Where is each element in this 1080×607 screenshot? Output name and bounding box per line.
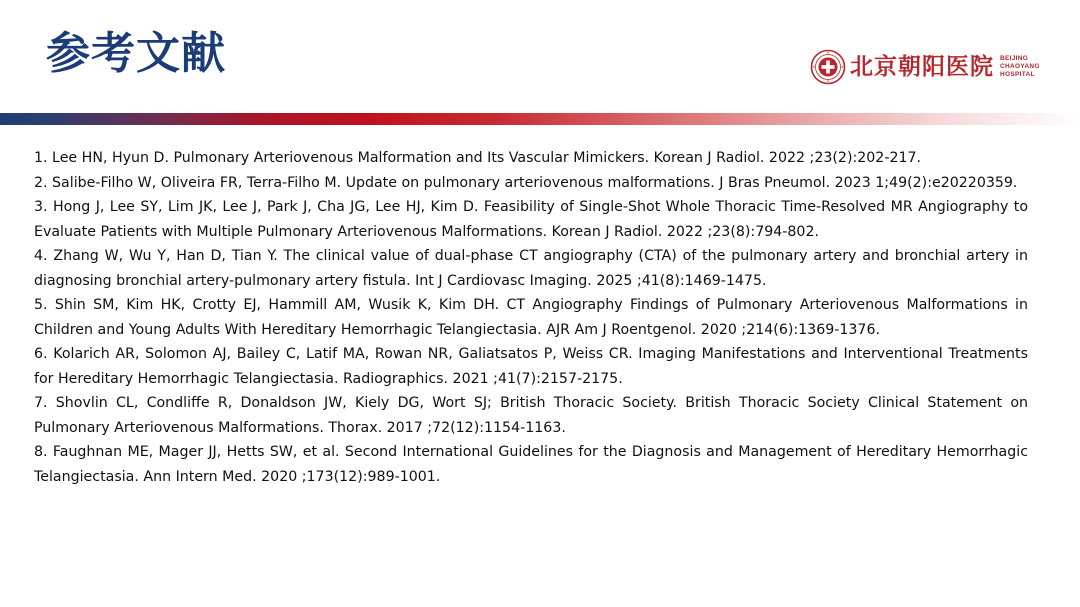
header-divider-bar <box>0 113 1080 125</box>
reference-item: 2. Salibe-Filho W, Oliveira FR, Terra-Filho M. Update on pulmonary arteriovenous malformations. J Bras Pneumol. 2023 1;49(2):e20220359. <box>34 174 1018 191</box>
hospital-name-en-line: CHAOYANG <box>1000 63 1040 70</box>
reference-item: 6. Kolarich AR, Solomon AJ, Bailey C, Latif MA, Rowan NR, Galiatsatos P, Weiss CR. Imaging Manifestations and Interventional Treatments for Hereditary Hemorrhagic Telangiectasia. Radiographics. 2021 ;41(7):2157-2175. <box>34 346 1028 387</box>
reference-item: 1. Lee HN, Hyun D. Pulmonary Arteriovenous Malformation and Its Vascular Mimickers. Korean J Radiol. 2022 ;23(2):202-217. <box>34 150 922 166</box>
reference-item: 4. Zhang W, Wu Y, Han D, Tian Y. The clinical value of dual-phase CT angiography (CTA) of the pulmonary artery and bronchial artery in diagnosing bronchial artery-pulmonary artery fistula. Int J Cardiovasc Imaging. 2025 ;41(8):1469-1475. <box>34 248 1028 289</box>
reference-item: 3. Hong J, Lee SY, Lim JK, Lee J, Park J, Cha JG, Lee HJ, Kim D. Feasibility of Single-Shot Whole Thoracic Time-Resolved MR Angiography to Evaluate Patients with Multiple Pulmonary Arteriovenous Malformations. Korean J Radiol. 2022 ;23(8):794-802. <box>34 199 1028 240</box>
reference-item: 5. Shin SM, Kim HK, Crotty EJ, Hammill AM, Wusik K, Kim DH. CT Angiography Findings of Pulmonary Arteriovenous Malformations in Children and Young Adults With Hereditary Hemorrhagic Telangiectasia. AJR Am J Roentgenol. 2020 ;214(6):1369-1376. <box>34 297 1028 338</box>
hospital-logo <box>810 47 1040 87</box>
hospital-emblem-icon <box>810 49 846 85</box>
page-title: 参考文献 <box>46 28 226 79</box>
reference-item: 7. Shovlin CL, Condliffe R, Donaldson JW, Kiely DG, Wort SJ; British Thoracic Society. British Thoracic Society Clinical Statement on Pulmonary Arteriovenous Malformations. Thorax. 2017 ;72(12):1154-1163. <box>34 395 1028 436</box>
reference-list <box>34 146 1028 489</box>
hospital-name-cn: 北京朝阳医院 <box>850 53 994 80</box>
reference-item: 8. Faughnan ME, Mager JJ, Hetts SW, et al. Second International Guidelines for the Diagnosis and Management of Hereditary Hemorrhagic Telangiectasia. Ann Intern Med. 2020 ;173(12):989-1001. <box>34 444 1028 485</box>
hospital-name-en <box>1000 55 1040 79</box>
hospital-name-en-line: BEIJING <box>1000 55 1029 62</box>
hospital-name-en-line: HOSPITAL <box>1000 71 1035 78</box>
